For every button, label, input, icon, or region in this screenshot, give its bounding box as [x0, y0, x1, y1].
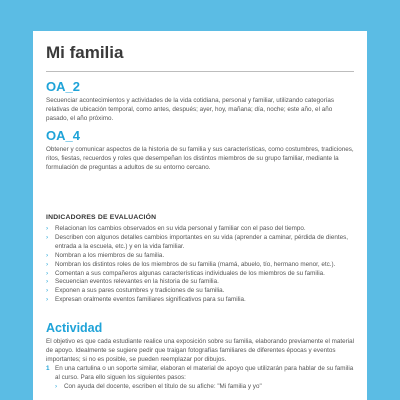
oa2-text: Secuenciar acontecimientos y actividades de la vida cotidiana, personal y familiar, utilizando categorías relativas de ubicación temporal, como antes, después; ayer, hoy, mañana; día, noche; este año, el año pasado, el año próximo.	[46, 97, 335, 122]
bullet-icon: ›	[46, 225, 49, 232]
indicator-item: › Expresan oralmente eventos familiares significativos para su familia.	[46, 296, 246, 304]
activity-step	[46, 365, 356, 392]
indicator-item: › Comentan a sus compañeros algunas características individuales de los miembros de su familia.	[46, 269, 325, 277]
indicator-item: › Describen con algunos detalles cambios importantes en su vida (aprender a caminar, pérdida de dientes, entrada a la escuela, etc.) y en la vida familiar.	[46, 233, 348, 250]
oa4-text: Obtener y comunicar aspectos de la historia de su familia y sus características, como costumbres, tradiciones, ritos, fiestas, recuerdos y roles que desempeñan los distintos miembros de su grupo familiar, mediante la formulación de preguntas a adultos de su entorno cercano.	[46, 146, 354, 171]
step-text: En una cartulina o un soporte similar, elaboran el material de apoyo que utilizarán para hablar de su familia al curso. Para ello siguen los siguientes pasos:	[55, 365, 354, 381]
bullet-icon: ›	[46, 233, 49, 241]
bullet-icon: ›	[46, 251, 49, 259]
bullet-icon: ›	[46, 278, 49, 286]
bullet-icon: ›	[46, 260, 49, 268]
substep-item: › Con ayuda del docente, escriben el título de su afiche: "Mi familia y yo"	[55, 382, 262, 390]
bullet-icon: ›	[46, 287, 49, 295]
bullet-icon: ›	[55, 382, 58, 390]
activity-steps	[46, 365, 356, 392]
document-page	[33, 31, 367, 400]
oa2-heading: OA_2	[46, 79, 80, 94]
indicators-list	[46, 225, 356, 305]
indicator-item: › Nombran los distintos roles de los miembros de su familia (mamá, abuelo, tío, hermano menor, etc.).	[46, 260, 336, 268]
activity-title: Actividad	[46, 321, 103, 335]
indicators-title: INDICADORES DE EVALUACIÓN	[46, 214, 157, 221]
oa4-heading: OA_4	[46, 128, 80, 143]
indicator-item: › Secuencian eventos relevantes en la historia de su familia.	[46, 278, 219, 286]
bullet-icon: ›	[46, 269, 49, 277]
indicator-item: › Nombran a los miembros de su familia.	[46, 251, 165, 259]
indicator-item: › Relacionan los cambios observados en su vida personal y familiar con el paso del tiempo.	[46, 225, 306, 232]
step-substeps	[55, 383, 356, 392]
title-divider	[46, 71, 354, 72]
step-number: 1	[46, 365, 50, 372]
indicator-item: › Exponen a sus pares costumbres y tradiciones de su familia.	[46, 287, 225, 295]
page-title: Mi familia	[46, 43, 124, 62]
activity-intro: El objetivo es que cada estudiante realice una exposición sobre su familia, elaborando previamente el material de apoyo. Idealmente se sugiere pedir que traigan fotografías familiares de diferentes épocas y eventos importantes; si no es posible, se pueden reemplazar por dibujos.	[46, 338, 355, 363]
bullet-icon: ›	[46, 296, 49, 304]
